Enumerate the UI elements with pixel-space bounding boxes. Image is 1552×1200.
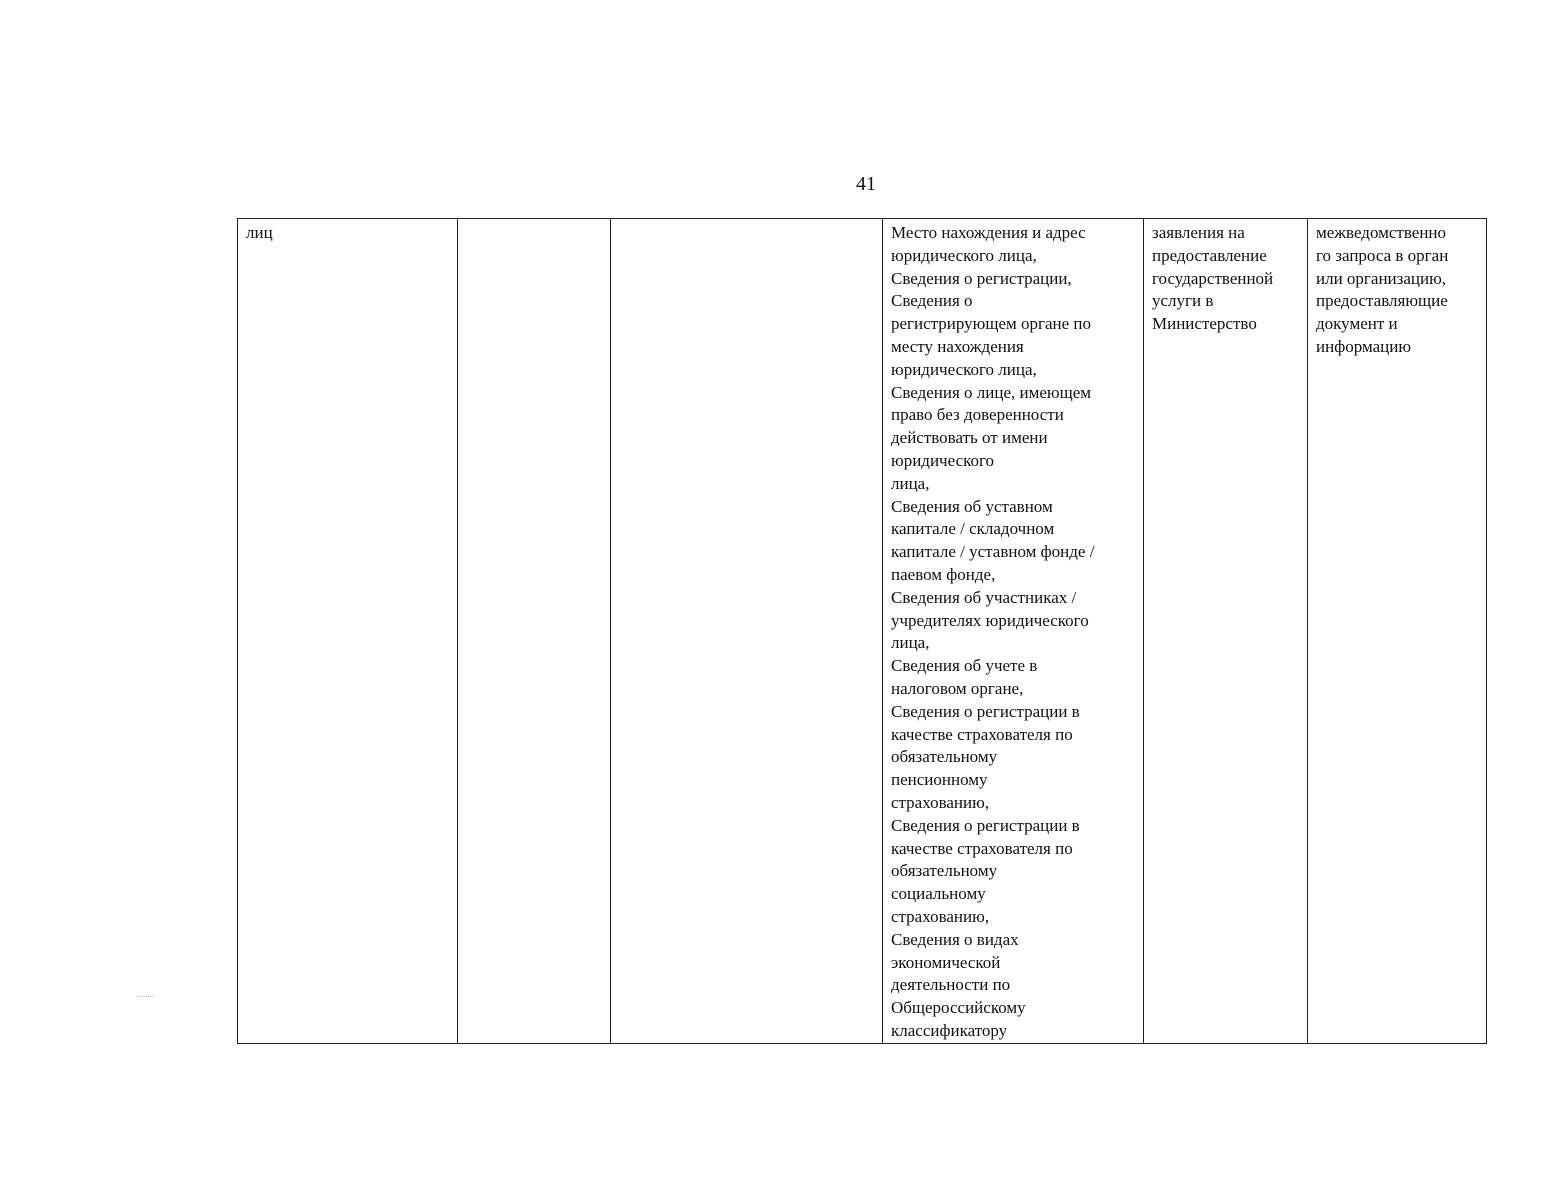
document-table: [237, 218, 1487, 1044]
cell-text-col1: лиц: [246, 223, 273, 242]
cell-text-col5: заявления на предоставление государственной услуги в Министерство: [1152, 223, 1274, 334]
table-cell-col2: [458, 219, 611, 1044]
table-cell-col3: [611, 219, 883, 1044]
cell-text-col4: Место нахождения и адрес юридического лица, Сведения о регистрации, Сведения о регистрирующем органе по месту нахождения юридического лица, Сведения о лице, имеющем право без доверенности действовать от имени юридического лица, Сведения об уставном капитале / складочном капитале / уставном фонде / паевом фонде, Сведения об участниках / учредителях юридического лица, Сведения об учете в налоговом органе, Сведения о регистрации в качестве страхователя по обязательному пенсионному страхованию, Сведения о регистрации в качестве страхователя по обязательному социальному страхованию, Сведения о видах экономической деятельности по Общероссийскому классификатору: [891, 223, 1095, 1040]
cell-text-col6: межведомственно го запроса в орган или организацию, предоставляющие документ и информацию: [1316, 223, 1449, 356]
table-cell-col5: [1144, 219, 1308, 1044]
page-number: 41: [856, 173, 876, 195]
table-cell-col1: [238, 219, 458, 1044]
scan-speck: [137, 996, 153, 999]
table-cell-col6: [1308, 219, 1487, 1044]
table-row: [238, 219, 1487, 1044]
table-cell-col4: [883, 219, 1144, 1044]
